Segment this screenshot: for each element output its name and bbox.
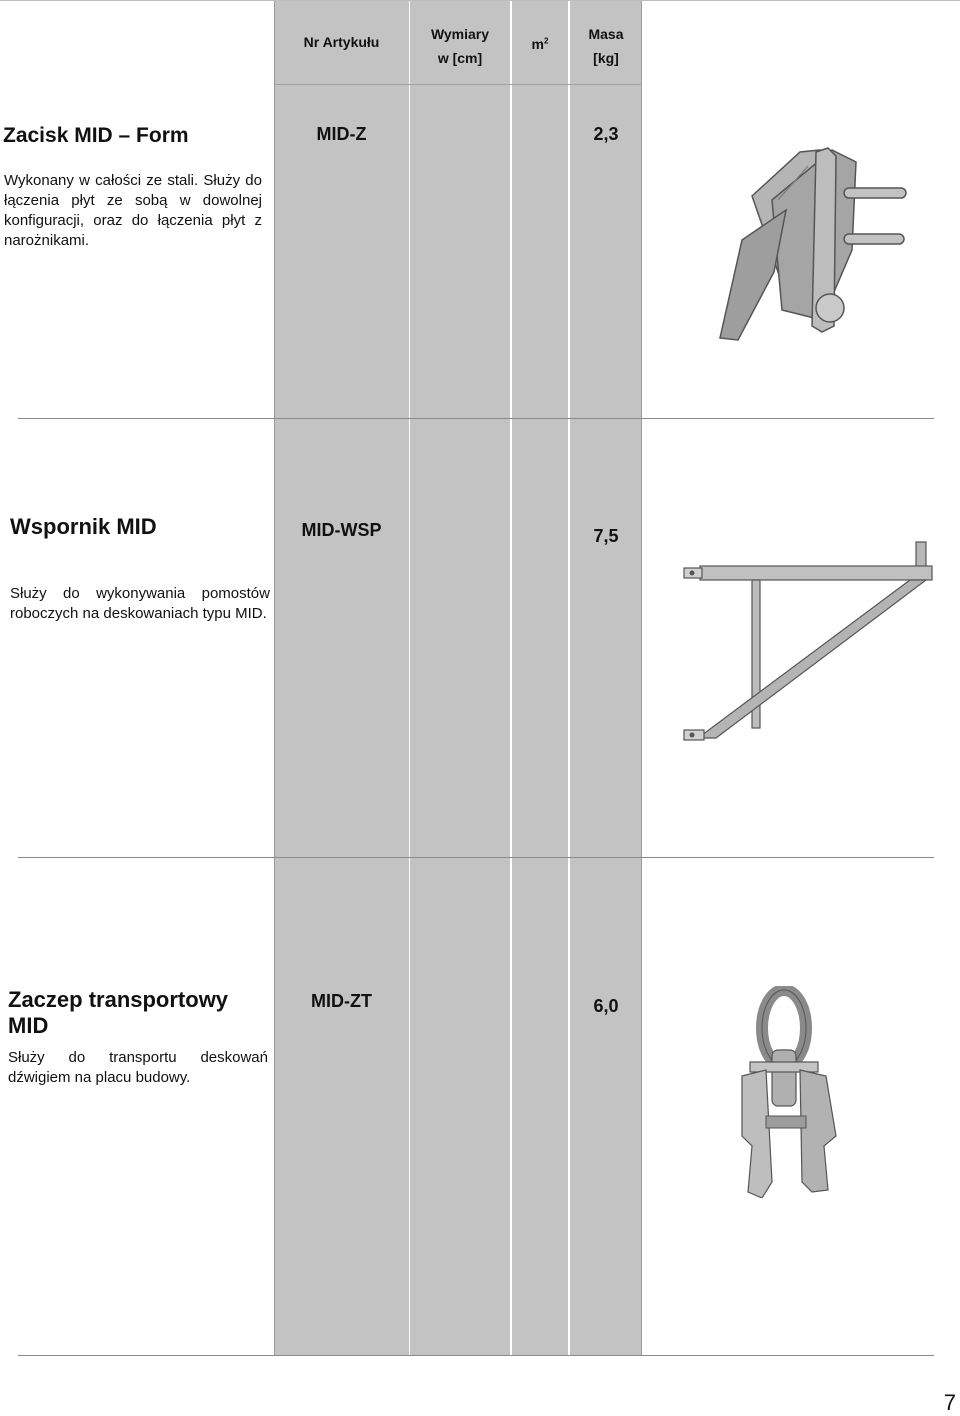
clamp-icon: [712, 140, 912, 348]
column-area: [512, 0, 568, 1356]
header-article: Nr Artykułu: [303, 34, 380, 50]
column-border: [274, 0, 275, 1356]
header-area: $m^2$: [531, 36, 549, 52]
item-mass: 6,0: [593, 996, 619, 1016]
header-dimensions-line1: Wymiary: [430, 26, 490, 42]
item-code: MID-WSP: [301, 520, 382, 540]
header-dimensions-line2: w [cm]: [437, 50, 483, 66]
column-border: [641, 0, 642, 1356]
column-article: [274, 0, 409, 1356]
item-description: Służy do wykonywania pomostów roboczych na deskowaniach typu MID.: [10, 585, 270, 622]
item-title: Zaczep transportowy: [8, 987, 229, 1012]
row-divider: [18, 857, 934, 858]
column-mass: [570, 0, 642, 1356]
bracket-icon: [680, 540, 936, 746]
header-mass-line1: Masa: [588, 26, 624, 42]
page-number: 7: [943, 1390, 956, 1415]
column-dimensions: [410, 0, 510, 1356]
item-code: MID-ZT: [311, 991, 372, 1011]
item-title: Zacisk MID – Form: [3, 124, 189, 147]
header-rule: [274, 84, 642, 85]
item-mass: 7,5: [593, 526, 619, 546]
item-title: Wspornik MID: [10, 514, 157, 539]
header-mass-line2: [kg]: [593, 50, 619, 66]
top-rule: [0, 0, 960, 1]
row-divider: [18, 1355, 934, 1356]
item-title-line2: MID: [8, 1013, 49, 1038]
item-code: MID-Z: [316, 124, 367, 144]
item-mass: 2,3: [593, 124, 619, 144]
item-description: Służy do transportu deskowań dźwigiem na placu budowy.: [8, 1049, 268, 1086]
item-description: Wykonany w całości ze stali. Służy do łączenia płyt ze sobą w dowolnej konfiguracji, oraz do łączenia płyt z narożnikami.: [4, 172, 262, 249]
row-divider: [18, 418, 934, 419]
lifting-hook-icon: [738, 986, 842, 1198]
